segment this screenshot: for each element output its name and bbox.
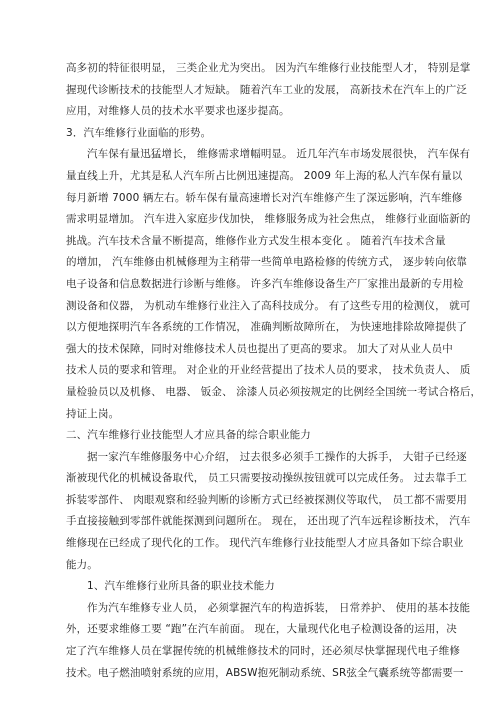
text-line: 作为汽车维修专业人员， 必须掌握汽车的构造拆装， 日常养护、 使用的基本技能 <box>87 601 471 614</box>
text-line: 应用，对维修人员的技术水平要求也逐步提高。 <box>66 105 290 118</box>
text-line: 拆装零部件、 肉眼观察和经验判断的诊断方式已经被探测仪等取代， 员工都不需要用 <box>66 493 468 506</box>
text-line: 二、汽车维修行业技能型人才应具备的综合职业能力 <box>66 429 311 442</box>
text-line: 电子设备和信息数据进行诊断与维修。 许多汽车维修设备生产厂家推出最新的专用检 <box>66 277 464 290</box>
text-line: 维修现在已经成了现代化的工作。 现代汽车维修行业技能型人才应具备如下综合职业 <box>66 537 464 550</box>
text-line: 每月新增 7000 辆左右。轿车保有量高速增长对汽车维修产生了深远影响，汽车维修 <box>66 191 463 204</box>
text-line: 技术人员的要求和管理。 对企业的开业经营提出了技术人员的要求， 技术负责人、 质 <box>66 364 471 377</box>
text-line: 持证上岗。 <box>66 407 120 420</box>
text-line: 以方便地探明汽车各系统的工作情况， 准确判断故障所在， 为快速地排除故障提供了 <box>66 321 468 334</box>
text-line: 挑战。汽车技术含量不断提高，维修作业方式发生根本变化 。 随着汽车技术含量 <box>66 234 446 247</box>
text-line: 据一家汽车维修服务中心介绍， 过去很多必须手工操作的大拆手， 大钳子已经逐 <box>87 450 467 463</box>
text-line: 3．汽车维修行业面临的形势。 <box>66 126 212 139</box>
text-line: 1、汽车维修行业所具备的职业技术能力 <box>87 580 275 593</box>
text-line: 量直线上升，尤其是私人汽车所占比例迅速提高。 2009 年上海的私人汽车保有量以 <box>66 169 463 182</box>
document-body <box>66 58 482 684</box>
text-line: 需求明显增加。 汽车进入家庭步伐加快， 维修服务成为社会焦点， 维修行业面临新的 <box>66 213 471 226</box>
text-line: 量检验员以及机修、 电器、 钣金、 涂漆人员必须按规定的比例经全国统一考试合格后， <box>66 385 482 398</box>
text-line: 外，还要求维修工要 “跑”在汽车前面。 现在，大量现代化电子检测设备的运用，决 <box>66 623 457 636</box>
text-line: 的增加， 汽车维修由机械修理为主稍带一些简单电路检修的传统方式， 逐步转向依靠 <box>66 256 468 269</box>
text-line: 汽车保有量迅猛增长， 维修需求增幅明显。 近几年汽车市场发展很快， 汽车保有 <box>87 148 471 161</box>
text-line: 渐被现代化的机械设备取代， 员工只需要按动操纵按钮就可以完成任务。 过去靠手工 <box>66 472 468 485</box>
text-line: 测设备和仪器， 为机动车维修行业注入了高科技成分。 有了这些专用的检测仪， 就可 <box>66 299 471 312</box>
text-line: 强大的技术保障，同时对维修技术人员也提出了更高的要求。 加大了对从业人员中 <box>66 342 453 355</box>
text-line: 手直接接触到零部件就能探测到问题所在。 现在， 还出现了汽车远程诊断技术， 汽车 <box>66 515 471 528</box>
text-line: 技术。电子燃油喷射系统的应用，ABSW抱死制动系统、SR弦全气囊系统等都需要一 <box>66 666 464 679</box>
text-line: 定了汽车维修人员在掌握传统的机械维修技术的同时，还必须尽快掌握现代电子维修 <box>66 645 461 658</box>
text-line: 能力。 <box>66 558 98 571</box>
text-line: 握现代诊断技术的技能型人才短缺。 随着汽车工业的发展， 高新技术在汽车上的广泛 <box>66 83 468 96</box>
text-line: 高多初的特征很明显， 三类企业尤为突出。 因为汽车维修行业技能型人才， 特别是掌 <box>66 62 471 74</box>
